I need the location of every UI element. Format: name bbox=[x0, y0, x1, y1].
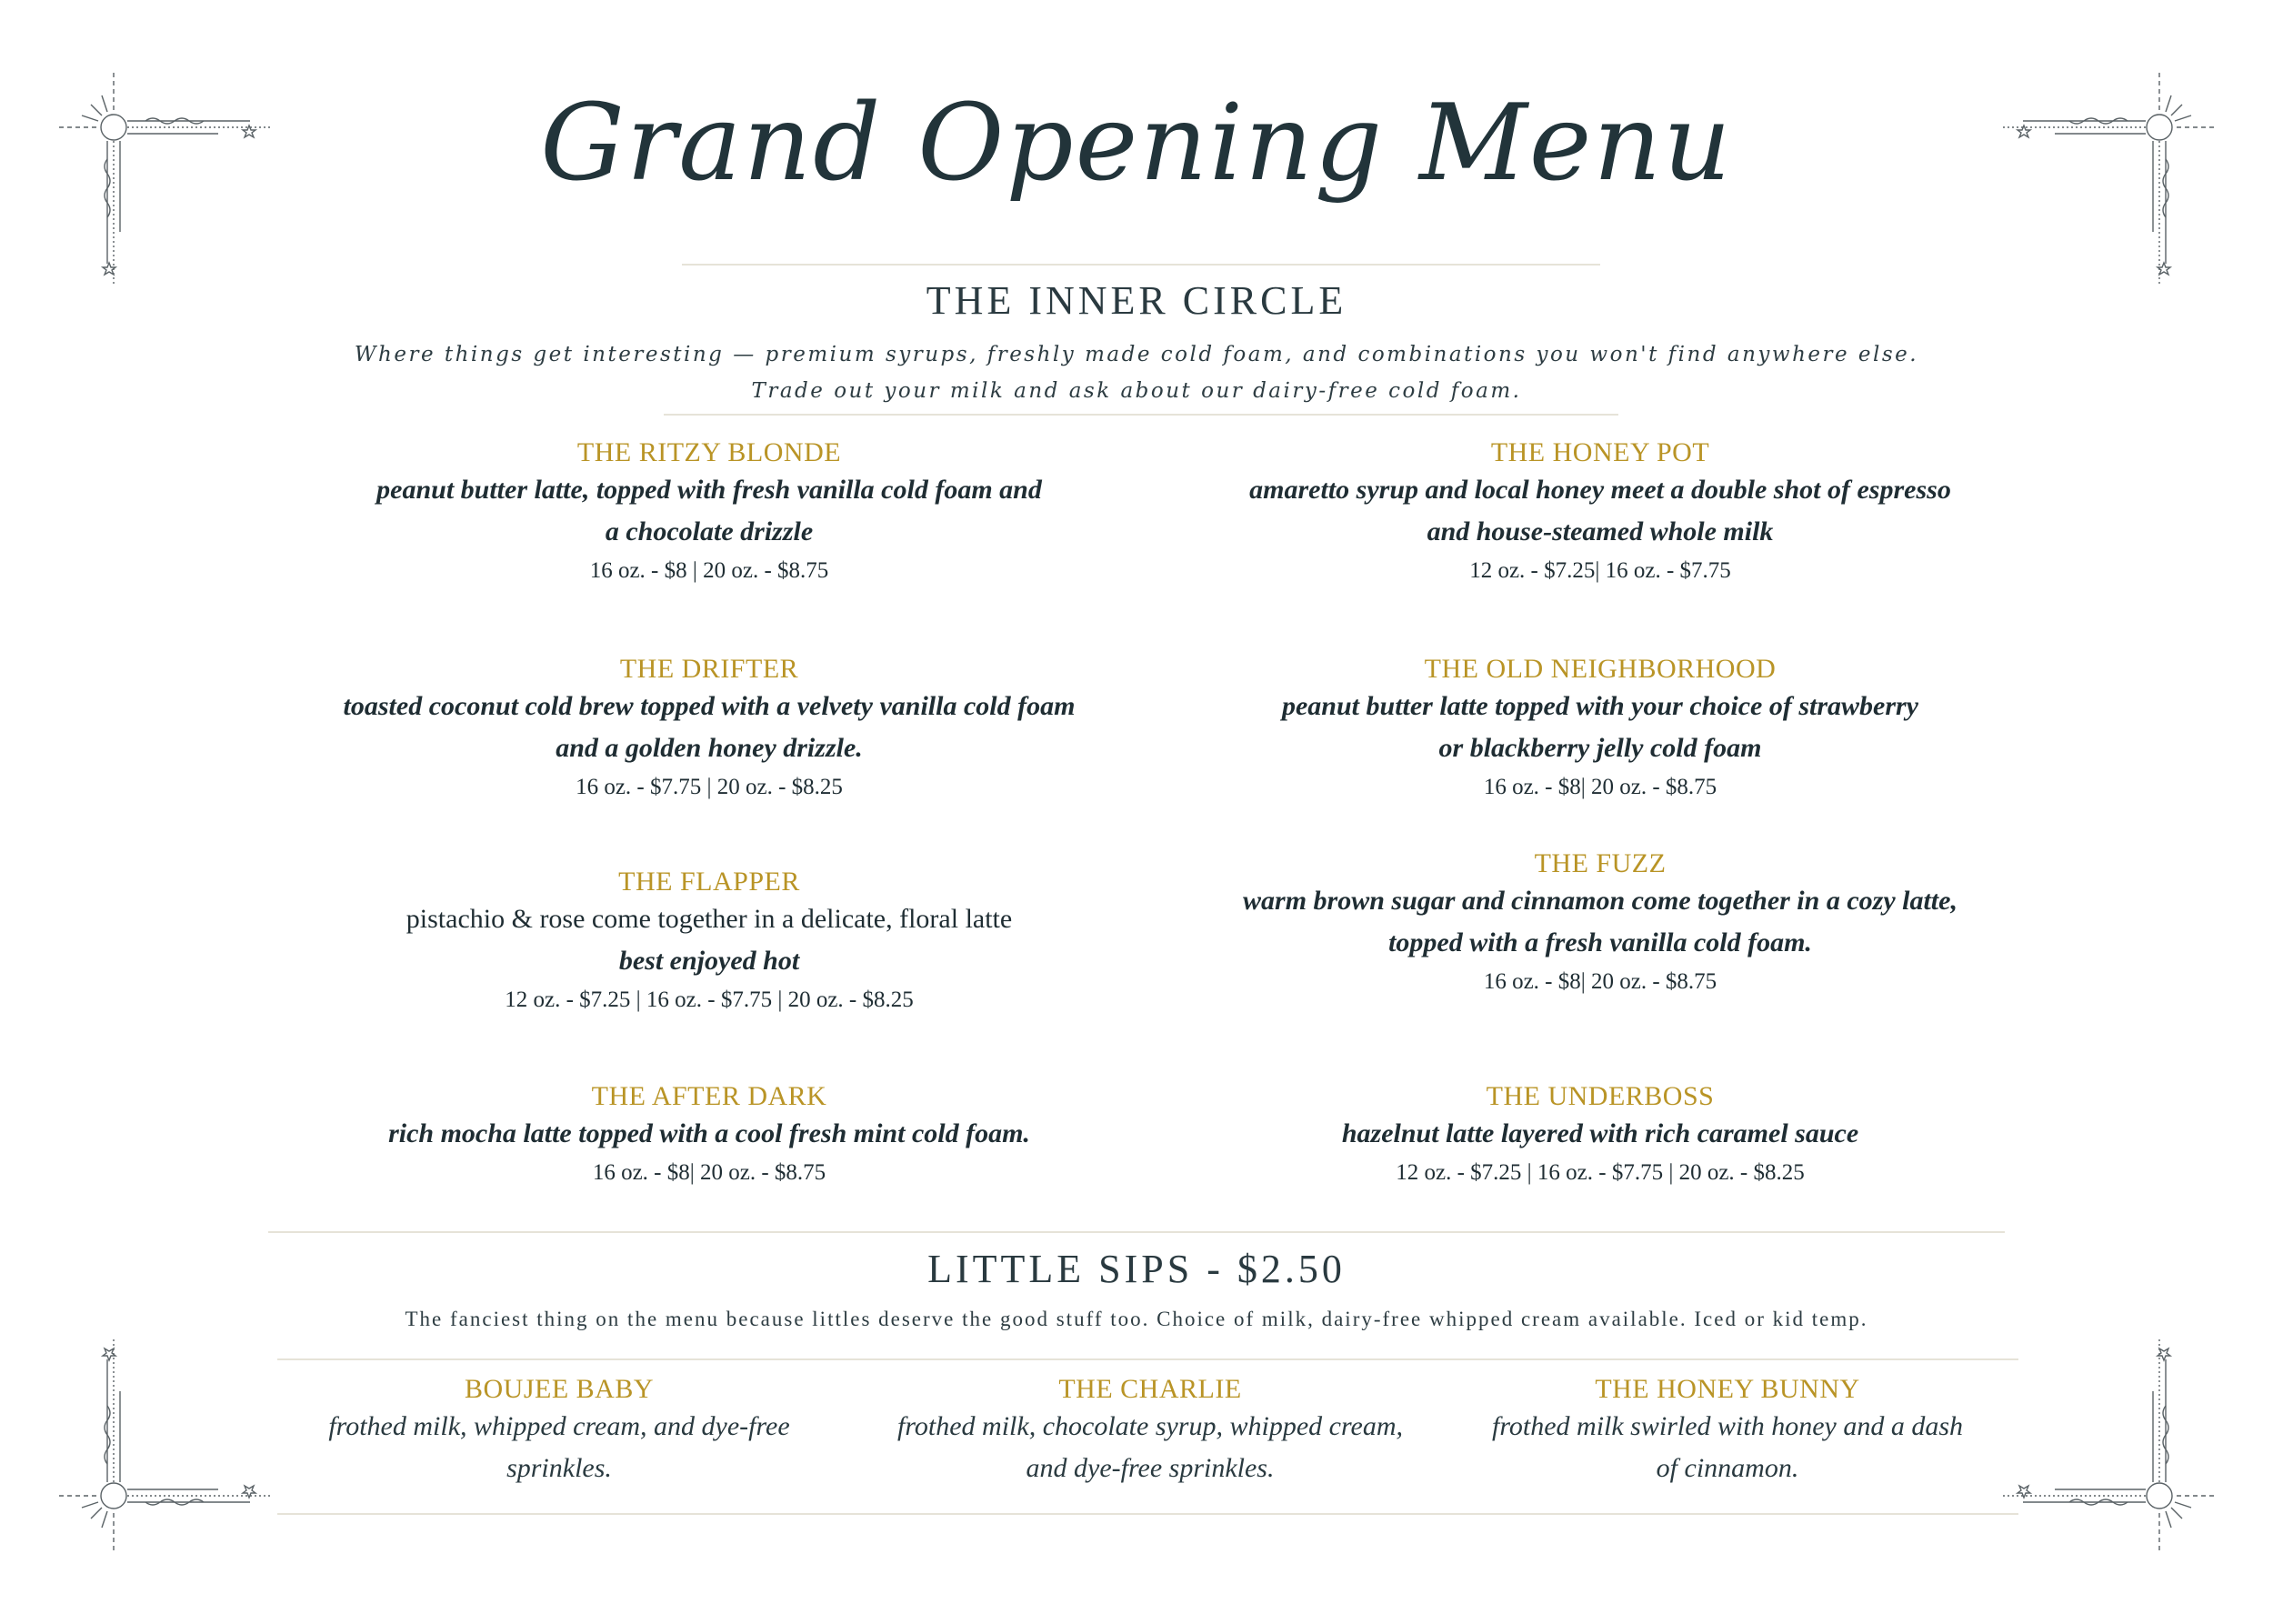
menu-item-desc: and dye-free sprinkles. bbox=[1026, 1453, 1275, 1483]
menu-item bbox=[300, 1080, 1118, 1191]
menu-item-name: THE UNDERBOSS bbox=[1486, 1081, 1715, 1111]
menu-item-name: THE HONEY POT bbox=[1490, 437, 1710, 467]
corner-ornament-bottom-right bbox=[2000, 1337, 2218, 1555]
little-sips-item bbox=[273, 1373, 846, 1489]
little-sips-divider-mid bbox=[277, 1358, 2018, 1360]
menu-item-name: THE AFTER DARK bbox=[591, 1081, 827, 1111]
menu-item-desc: frothed milk swirled with honey and a dash bbox=[1491, 1411, 1964, 1441]
menu-item bbox=[300, 866, 1118, 1018]
menu-item bbox=[1173, 436, 2028, 589]
inner-circle-subtitle-line2: Trade out your milk and ask about our dairy-free cold foam. bbox=[751, 379, 1522, 403]
menu-item-desc: hazelnut latte layered with rich caramel sauce bbox=[1341, 1118, 1859, 1148]
corner-ornament-icon bbox=[55, 1337, 273, 1555]
little-sips-divider-top bbox=[268, 1231, 2005, 1233]
menu-item-desc: warm brown sugar and cinnamon come together in a cozy latte, bbox=[1243, 886, 1958, 916]
menu-item bbox=[300, 653, 1118, 806]
menu-item-desc: topped with a fresh vanilla cold foam. bbox=[1388, 927, 1812, 957]
menu-item-name: THE DRIFTER bbox=[619, 654, 799, 684]
menu-item bbox=[1173, 1080, 2028, 1191]
menu-item-price: 12 oz. - $7.25 | 16 oz. - $7.75 | 20 oz. - $8.25 bbox=[505, 987, 914, 1012]
menu-item-name: THE CHARLIE bbox=[1058, 1374, 1242, 1404]
menu-item-desc: frothed milk, whipped cream, and dye-free bbox=[328, 1411, 790, 1441]
little-sips-note: The fanciest thing on the menu because littles deserve the good stuff too. Choice of milk, dairy-free whipped cream available. Iced or kid temp. bbox=[405, 1308, 1868, 1330]
menu-item-name: THE RITZY BLONDE bbox=[576, 437, 842, 467]
menu-item-name: THE FUZZ bbox=[1534, 848, 1667, 878]
page-title: Grand Opening Menu bbox=[540, 82, 1733, 205]
menu-item-desc: rich mocha latte topped with a cool fresh mint cold foam. bbox=[388, 1118, 1030, 1148]
menu-item-name: THE OLD NEIGHBORHOOD bbox=[1424, 654, 1777, 684]
menu-item-desc: peanut butter latte, topped with fresh vanilla cold foam and bbox=[376, 475, 1042, 505]
menu-item-price: 16 oz. - $8| 20 oz. - $8.75 bbox=[1483, 775, 1717, 799]
little-sips-item bbox=[1441, 1373, 2014, 1489]
menu-item-desc: amaretto syrup and local honey meet a double shot of espresso bbox=[1249, 475, 1951, 505]
little-sips-divider-bottom bbox=[277, 1513, 2018, 1515]
menu-item-price: 12 oz. - $7.25 | 16 oz. - $7.75 | 20 oz. - $8.25 bbox=[1396, 1160, 1805, 1185]
inner-circle-subtitle-line1: Where things get interesting — premium syrups, freshly made cold foam, and combinations you won't find anywhere else. bbox=[354, 343, 1919, 366]
menu-item-desc: pistachio & rose come together in a delicate, floral latte bbox=[406, 904, 1013, 934]
little-sips-heading: LITTLE SIPS - $2.50 bbox=[927, 1247, 1346, 1291]
corner-ornament-bottom-left bbox=[55, 1337, 273, 1555]
menu-item bbox=[300, 436, 1118, 589]
menu-item-name: THE FLAPPER bbox=[618, 867, 800, 897]
menu-item-price: 16 oz. - $8 | 20 oz. - $8.75 bbox=[589, 558, 829, 583]
menu-item-desc: of cinnamon. bbox=[1656, 1453, 1799, 1483]
menu-item-desc: toasted coconut cold brew topped with a velvety vanilla cold foam bbox=[343, 691, 1076, 721]
menu-item-desc: and a golden honey drizzle. bbox=[556, 733, 863, 763]
menu-item bbox=[1173, 653, 2028, 806]
menu-item bbox=[1173, 847, 2028, 1000]
menu-item-desc: best enjoyed hot bbox=[618, 946, 800, 976]
menu-item-price: 12 oz. - $7.25| 16 oz. - $7.75 bbox=[1469, 558, 1731, 583]
menu-item-desc: or blackberry jelly cold foam bbox=[1438, 733, 1762, 763]
inner-circle-heading: THE INNER CIRCLE bbox=[926, 278, 1347, 323]
menu-item-desc: sprinkles. bbox=[506, 1453, 612, 1483]
menu-item-price: 16 oz. - $8| 20 oz. - $8.75 bbox=[1483, 969, 1717, 994]
subtitle-divider bbox=[664, 414, 1618, 416]
menu-item-name: BOUJEE BABY bbox=[464, 1374, 654, 1404]
menu-item-desc: peanut butter latte topped with your choice of strawberry bbox=[1281, 691, 1918, 721]
menu-item-desc: frothed milk, chocolate syrup, whipped cream, bbox=[897, 1411, 1403, 1441]
corner-ornament-icon bbox=[2000, 1337, 2218, 1555]
menu-item-name: THE HONEY BUNNY bbox=[1595, 1374, 1860, 1404]
menu-item-desc: and house-steamed whole milk bbox=[1427, 516, 1774, 546]
menu-item-price: 16 oz. - $8| 20 oz. - $8.75 bbox=[592, 1160, 826, 1185]
title-divider bbox=[682, 264, 1600, 266]
menu-item-price: 16 oz. - $7.75 | 20 oz. - $8.25 bbox=[576, 775, 843, 799]
menu-item-desc: a chocolate drizzle bbox=[605, 516, 814, 546]
little-sips-item bbox=[850, 1373, 1450, 1489]
